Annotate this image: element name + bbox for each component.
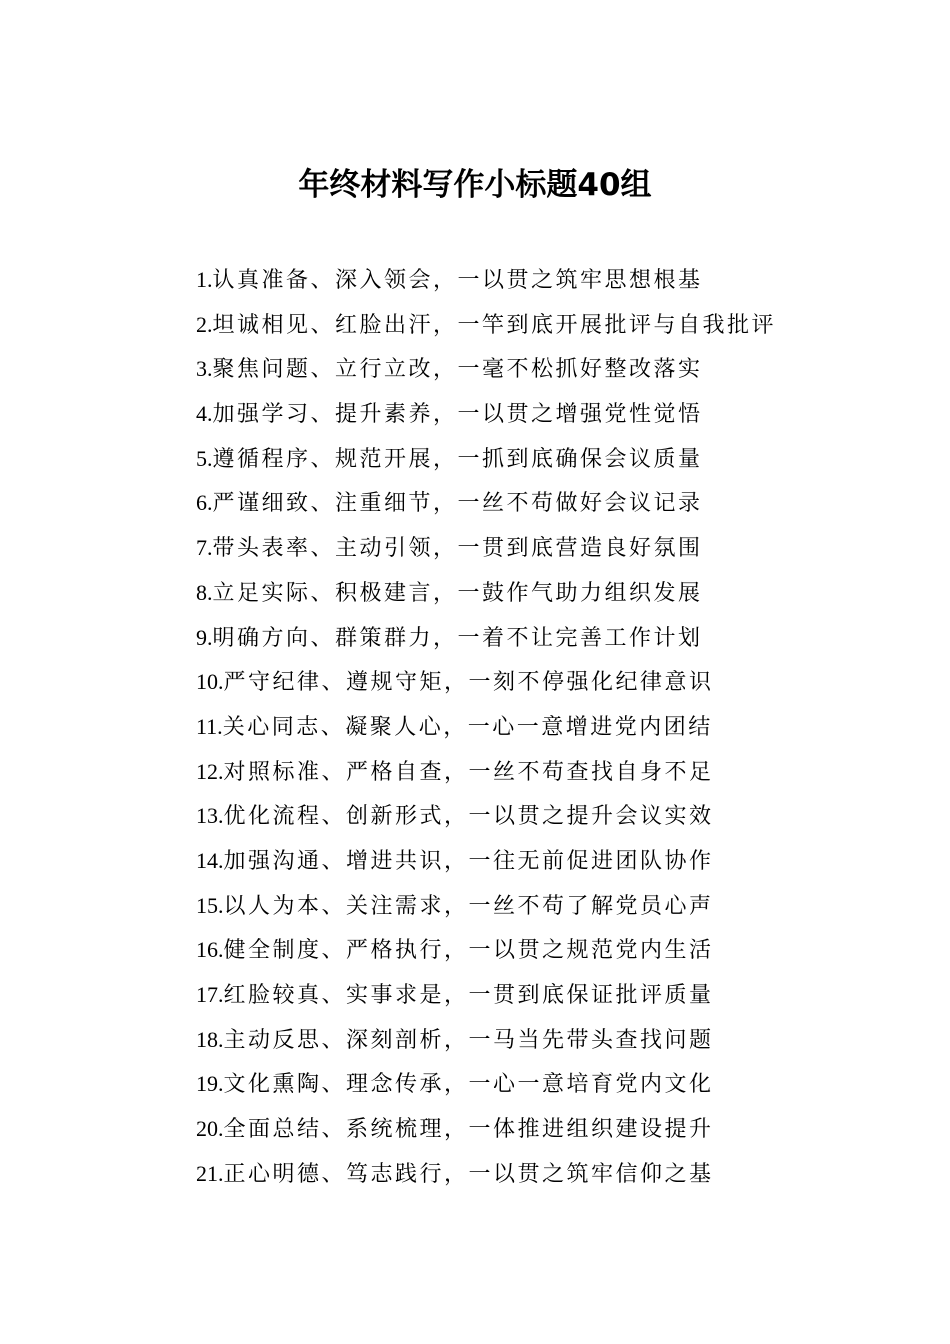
item-text: 加强学习、提升素养，一以贯之增强党性觉悟 [212,402,703,428]
item-text: 正心明德、笃志践行，一以贯之筑牢信仰之基 [223,1161,714,1187]
item-text: 对照标准、严格自查，一丝不苟查找自身不足 [223,759,714,785]
item-text: 明确方向、群策群力，一着不让完善工作计划 [212,625,703,651]
list-item [196,526,916,571]
item-number: 20. [196,1116,224,1142]
list-item [196,303,916,348]
list-item [196,884,916,929]
item-number: 17. [196,982,224,1007]
item-text: 坦诚相见、红脸出汗，一竿到底开展批评与自我批评 [212,312,777,338]
item-number: 19. [196,1071,224,1097]
item-text: 严谨细致、注重细节，一丝不苟做好会议记录 [212,491,703,517]
list-item [196,481,916,526]
item-text: 全面总结、系统梳理，一体推进组织建设提升 [223,1117,714,1143]
item-text: 红脸较真、实事求是，一贯到底保证批评质量 [223,983,714,1008]
item-number: 13. [196,803,224,829]
list-item [196,1152,916,1197]
item-text: 加强沟通、增进共识，一往无前促进团队协作 [223,848,714,874]
item-text: 立足实际、积极建言，一鼓作气助力组织发展 [212,580,703,606]
list-item [196,973,916,1018]
item-text: 带头表率、主动引领，一贯到底营造良好氛围 [212,536,703,562]
item-number: 4. [196,401,213,427]
item-number: 1. [196,267,213,292]
item-text: 遵循程序、规范开展，一抓到底确保会议质量 [212,446,703,472]
item-number: 12. [196,758,224,784]
list-item [196,616,916,661]
item-number: 10. [196,669,224,695]
item-text: 优化流程、创新形式，一以贯之提升会议实效 [223,804,714,830]
list-item [196,928,916,973]
item-number: 8. [196,579,213,605]
list-item [196,392,916,437]
item-number: 21. [196,1160,224,1186]
document-title: 年终材料写作小标题40组 [298,167,652,203]
item-text: 关心同志、凝聚人心，一心一意增进党内团结 [222,714,713,740]
item-text: 主动反思、深刻剖析，一马当先带头查找问题 [223,1027,714,1053]
list-item [196,660,916,705]
list-item [196,839,916,884]
item-text: 文化熏陶、理念传承，一心一意培育党内文化 [223,1072,714,1098]
item-number: 16. [196,937,224,963]
list-item [196,1062,916,1107]
item-text: 聚焦问题、立行立改，一毫不松抓好整改落实 [212,357,703,383]
heading-list [196,258,916,1196]
item-number: 9. [196,624,213,650]
item-number: 15. [196,892,224,918]
item-number: 3. [196,356,213,382]
list-item [196,437,916,482]
item-number: 11. [196,713,223,739]
list-item [196,1018,916,1063]
list-item [196,794,916,839]
item-number: 5. [196,445,213,471]
item-number: 2. [196,311,213,337]
item-number: 6. [196,490,213,516]
list-item [196,258,916,303]
item-number: 14. [196,847,224,873]
list-item [196,1107,916,1152]
list-item [196,750,916,795]
item-number: 18. [196,1026,224,1052]
item-text: 认真准备、深入领会，一以贯之筑牢思想根基 [212,268,703,293]
item-text: 健全制度、严格执行，一以贯之规范党内生活 [223,938,714,964]
item-number: 7. [196,535,213,561]
list-item [196,571,916,616]
item-text: 严守纪律、遵规守矩，一刻不停强化纪律意识 [223,670,714,696]
item-text: 以人为本、关注需求，一丝不苟了解党员心声 [223,893,714,919]
list-item [196,705,916,750]
list-item [196,347,916,392]
